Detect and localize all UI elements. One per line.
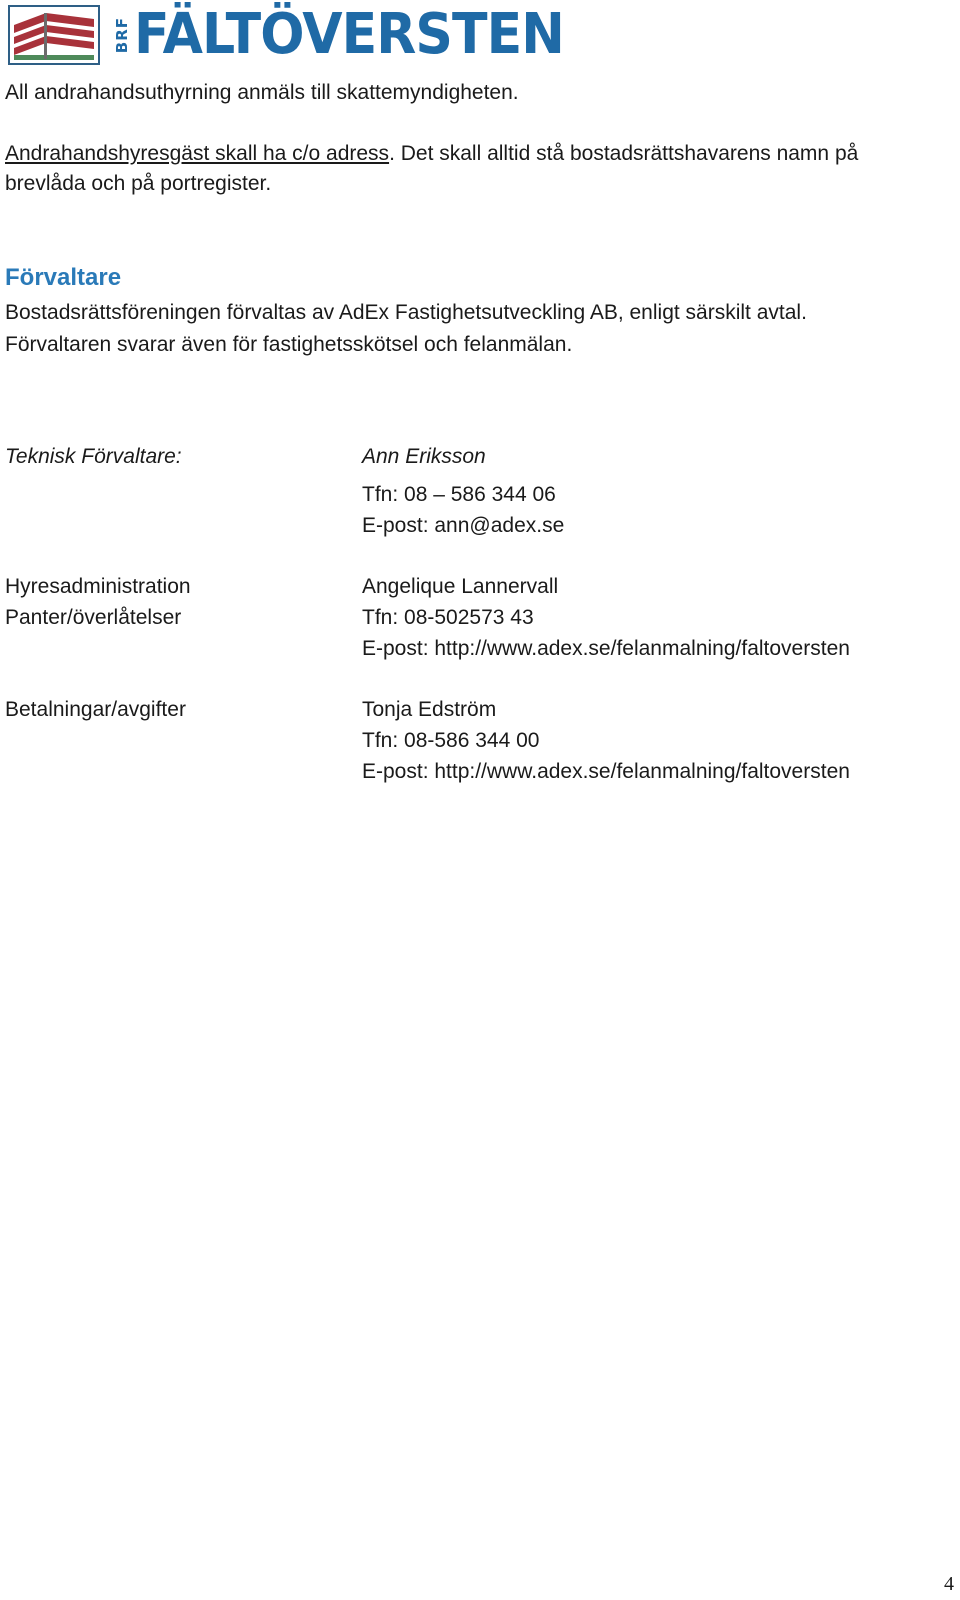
co-address-link[interactable]: Andrahandshyresgäst skall ha c/o adress xyxy=(5,142,390,165)
intro-line-1: All andrahandsuthyrning anmäls till skattemyndigheten. xyxy=(5,81,519,104)
page-number: 4 xyxy=(944,1573,954,1595)
teknisk-forvaltare-name: Ann Eriksson xyxy=(362,445,486,468)
betalningar-phone: Tfn: 08-586 344 00 xyxy=(362,729,540,752)
brf-label: BRF xyxy=(113,16,131,54)
teknisk-forvaltare-label: Teknisk Förvaltare: xyxy=(5,445,182,468)
intro-line-2 xyxy=(5,139,858,169)
forvaltare-text-2: Förvaltaren svarar även för fastighetsskötsel och felanmälan. xyxy=(5,333,573,356)
panter-overlatelser-label: Panter/överlåtelser xyxy=(5,606,182,629)
betalningar-email[interactable]: E-post: http://www.adex.se/felanmalning/faltoversten xyxy=(362,760,850,783)
teknisk-forvaltare-phone: Tfn: 08 – 586 344 06 xyxy=(362,483,556,506)
hyresadministration-label: Hyresadministration xyxy=(5,575,191,598)
hyresadministration-name: Angelique Lannervall xyxy=(362,575,559,598)
logo-wordmark: FÄLTÖVERSTEN xyxy=(134,2,564,67)
forvaltare-text-1: Bostadsrättsföreningen förvaltas av AdEx Fastighetsutveckling AB, enligt särskilt avtal. xyxy=(5,301,807,324)
intro-line-2-rest: . Det skall alltid stå bostadsrättshavarens namn på xyxy=(389,142,859,165)
forvaltare-heading: Förvaltare xyxy=(5,264,122,291)
teknisk-forvaltare-email[interactable]: E-post: ann@adex.se xyxy=(362,514,565,537)
brand-logo xyxy=(8,2,596,68)
building-logo-icon xyxy=(8,5,100,65)
hyresadministration-phone: Tfn: 08-502573 43 xyxy=(362,606,534,629)
hyresadministration-email[interactable]: E-post: http://www.adex.se/felanmalning/faltoversten xyxy=(362,637,850,660)
betalningar-name: Tonja Edström xyxy=(362,698,497,721)
betalningar-label: Betalningar/avgifter xyxy=(5,698,186,721)
intro-line-3: brevlåda och på portregister. xyxy=(5,172,272,195)
